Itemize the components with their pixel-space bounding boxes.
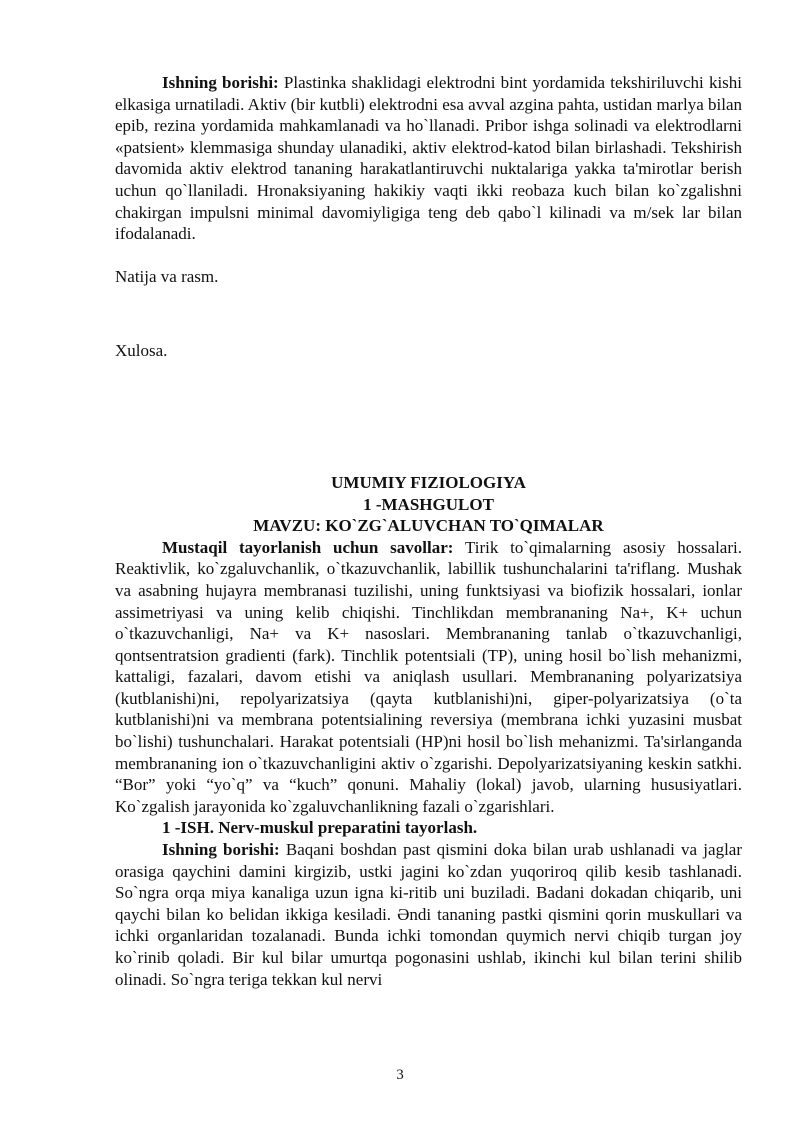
page-number: 3	[396, 1067, 404, 1083]
heading-line2: 1 -MASHGULOT	[363, 494, 494, 514]
intro-paragraph	[115, 72, 742, 245]
intro-text: Plastinka shaklidagi elektrodni bint yordamida tekshiriluvchi kishi elkasiga urnatiladi. Aktiv (bir kutbli) elektrodni esa avval azgina pahta, ustidan marlya bilan epib, rezina yordamida mahkamlanadi va ho`llanadi. Pribor ishga solinadi va elektrodlarni «patsient» klemmasiga shunday ulanadiki, aktiv elektrod-katod bilan birlashadi. Tekshirish davomida aktiv elektrod tananing harakatlantiruvchi nuktalariga yakka ta'mirotlar berish uchun qo`llaniladi. Hronaksiyaning hakikiy vaqti ikki reobaza kuch bilan ko`zgalishni chakirgan impulsni minimal davomiyligiga teng deb qabo`l kilinadi va m/sek lar bilan ifodalanadi.	[115, 73, 742, 244]
questions-lead: Mustaqil tayorlanish uchun savollar:	[162, 537, 454, 557]
document-page	[115, 72, 742, 990]
procedure-text: Baqani boshdan past qismini doka bilan urab ushlanadi va jaglar orasiga qaychini damini kirgizib, ustki jagini ko`zdan yuqoriroq qilib kesib tashlanadi. So`ngra orqa miya kanaliga uzun igna ki-ritib uni buziladi. Badani dokadan chiqarib, uni qaychi bilan ko belidan ikkiga kesiladi. Əndi tananing pastki qismini qorin muskullari va ichki organlaridan tozalanadi. Bunda ichki tomondan quymich nervi chiqib turgan joy ko`rinib qoladi. Bir kul bilar umurtqa pogonasini ushlab, ikinchi kul bilan terini shilib olinadi. So`ngra teriga tekkan kul nervi	[115, 840, 742, 989]
heading-line3: MAVZU: KO`ZG`ALUVCHAN TO`QIMALAR	[253, 516, 604, 536]
conclusion-label: Xulosa.	[115, 341, 168, 361]
lesson-heading	[115, 472, 742, 537]
procedure-lead: Ishning borishi:	[162, 840, 280, 860]
questions-paragraph	[115, 537, 742, 818]
questions-text: Tirik to`qimalarning asosiy hossalari. Reaktivlik, ko`zgaluvchanlik, o`tkazuvchanlik, labillik tushunchalarini ta'riflang. Mushak va asabning hujayra membranasi tuzilishi, uning funktsiyasi va biofizik hossalari, ionlar assimetriyasi va uning kelib chiqishi. Tinchlikdan membrananing Na+, K+ uchun o`tkazuvchanligi, Na+ va K+ nasoslari. Membrananing tanlab o`tkazuvchanligi, qontsentratsion gradienti (fark). Tinchlik potentsiali (TP), uning hosil bo`lish mehanizmi, kattaligi, fazalari, davom etishi va aniqlash usullari. Membrananing polyarizatsiya (kutblanishi)ni, repolyarizatsiya (qayta kutblanishi)ni, giper-polyarizatsiya (o`ta kutblanishi)ni va membrana potentsialining reversiya (membrana ichki yuzasini musbat bo`lishi) tushunchalari. Harakat potentsiali (HP)ni hosil bo`lish mehanizmi. Ta'sirlanganda membrananing ion o`tkazuvchanligini aktiv o`zgarishi. Depolyarizatsiyaning keskin satkhi. “Bor” yoki “yo`q” va “kuch” qonuni. Mahaliy (lokal) javob, ularning hususiyatlari. Ko`zgalish jarayonida ko`zgaluvchanlikning fazali o`zgarishlari.	[115, 537, 742, 816]
work-title: 1 -ISH. Nerv-muskul preparatini tayorlash.	[162, 818, 478, 838]
result-label: Natija va rasm.	[115, 266, 219, 286]
procedure-paragraph	[115, 839, 742, 990]
intro-lead: Ishning borishi:	[162, 73, 279, 92]
heading-line1: UMUMIY FIZIOLOGIYA	[331, 472, 526, 492]
